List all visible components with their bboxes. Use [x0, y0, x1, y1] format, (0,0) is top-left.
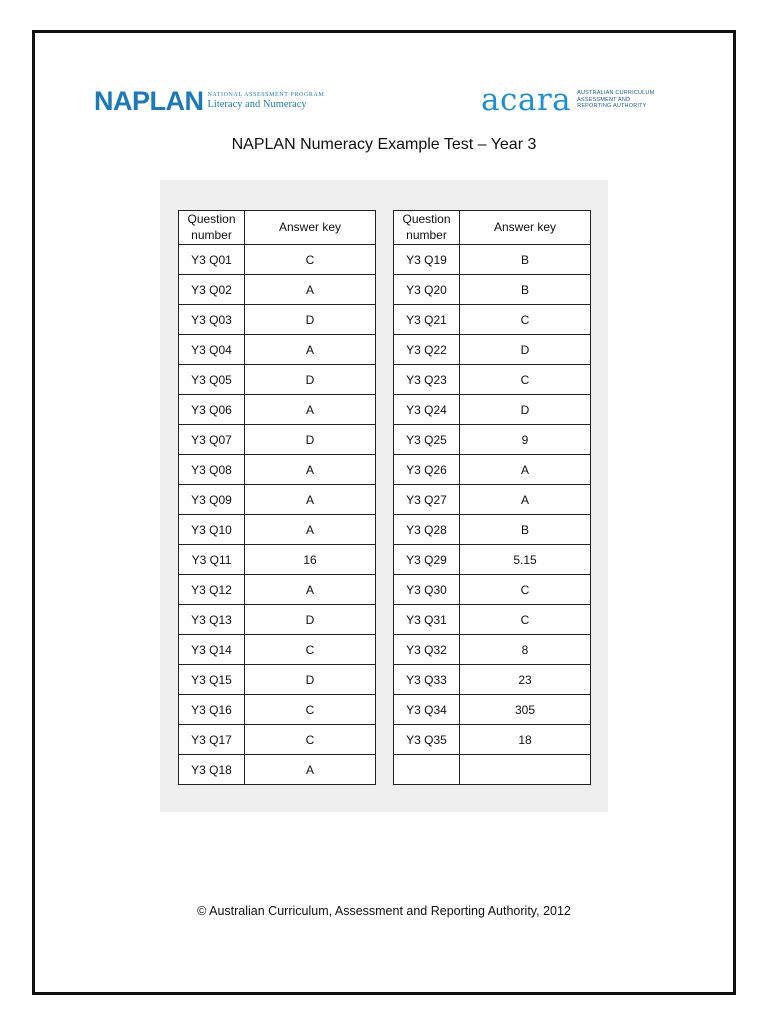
table-header-row — [179, 211, 376, 245]
table-row — [394, 365, 591, 395]
question-number-cell: Y3 Q27 — [394, 485, 460, 515]
answer-key-cell: 16 — [245, 545, 376, 575]
acara-logo-line2: ASSESSMENT AND — [577, 96, 631, 103]
table-row — [179, 665, 376, 695]
table-row — [394, 515, 591, 545]
question-number-header — [394, 211, 460, 245]
question-number-cell: Y3 Q24 — [394, 395, 460, 425]
question-number-cell — [394, 755, 460, 785]
question-number-cell: Y3 Q20 — [394, 275, 460, 305]
document-title: NAPLAN Numeracy Example Test – Year 3 — [231, 136, 537, 153]
answer-key-cell: D — [460, 395, 591, 425]
question-number-cell: Y3 Q33 — [394, 665, 460, 695]
answer-key-cell: A — [245, 485, 376, 515]
table-row — [179, 695, 376, 725]
question-number-cell: Y3 Q01 — [179, 245, 245, 275]
table-row — [394, 335, 591, 365]
question-number-cell: Y3 Q25 — [394, 425, 460, 455]
answer-key-cell: D — [460, 335, 591, 365]
naplan-logo — [94, 86, 324, 116]
table-row — [394, 725, 591, 755]
answer-key-cell: A — [245, 515, 376, 545]
answer-key-cell: D — [245, 425, 376, 455]
table-row — [179, 755, 376, 785]
question-number-cell: Y3 Q11 — [179, 545, 245, 575]
question-number-cell: Y3 Q34 — [394, 695, 460, 725]
question-number-cell: Y3 Q28 — [394, 515, 460, 545]
answer-key-cell: D — [245, 365, 376, 395]
question-number-cell: Y3 Q19 — [394, 245, 460, 275]
table-row — [394, 305, 591, 335]
acara-logo-line1: AUSTRALIAN CURRICULUM — [577, 89, 655, 96]
answer-key-cell: 9 — [460, 425, 591, 455]
answer-key-cell: 8 — [460, 635, 591, 665]
table-row — [179, 455, 376, 485]
answer-key-cell: A — [245, 755, 376, 785]
answer-key-cell: C — [460, 575, 591, 605]
table-row — [179, 395, 376, 425]
naplan-logo-line2: Literacy and Numeracy — [207, 98, 307, 110]
acara-logo-line3: REPORTING AUTHORITY — [577, 103, 647, 110]
table-row — [179, 245, 376, 275]
answer-key-cell: D — [245, 665, 376, 695]
answer-key-cell: C — [245, 725, 376, 755]
naplan-logo-subtitle — [208, 92, 325, 111]
answer-key-cell: B — [460, 245, 591, 275]
answer-key-cell: A — [460, 455, 591, 485]
answer-key-cell: C — [245, 695, 376, 725]
table-row — [179, 575, 376, 605]
table-row — [394, 485, 591, 515]
question-number-cell: Y3 Q31 — [394, 605, 460, 635]
answer-key-cell: B — [460, 515, 591, 545]
question-number-cell: Y3 Q03 — [179, 305, 245, 335]
question-number-cell: Y3 Q32 — [394, 635, 460, 665]
question-number-cell: Y3 Q14 — [179, 635, 245, 665]
table-header-row — [394, 211, 591, 245]
question-number-cell: Y3 Q12 — [179, 575, 245, 605]
answer-key-cell: 18 — [460, 725, 591, 755]
answer-key-cell: A — [245, 575, 376, 605]
question-number-cell: Y3 Q21 — [394, 305, 460, 335]
question-number-cell: Y3 Q17 — [179, 725, 245, 755]
naplan-logo-line1: NATIONAL ASSESSMENT PROGRAM — [207, 91, 325, 98]
table-row — [394, 605, 591, 635]
question-number-cell: Y3 Q18 — [179, 755, 245, 785]
answer-key-cell: D — [245, 305, 376, 335]
answer-key-cell: D — [245, 605, 376, 635]
question-number-cell: Y3 Q09 — [179, 485, 245, 515]
question-header-line2: number — [406, 227, 447, 242]
copyright-notice: © Australian Curriculum, Assessment and Reporting Authority, 2012 — [197, 904, 571, 918]
question-number-cell: Y3 Q16 — [179, 695, 245, 725]
answer-key-table-right — [393, 210, 591, 785]
answer-key-cell: C — [460, 605, 591, 635]
answer-key-cell: C — [460, 305, 591, 335]
answer-key-cell: A — [460, 485, 591, 515]
table-row — [394, 665, 591, 695]
table-row — [394, 425, 591, 455]
question-header-line1: Question — [187, 211, 236, 226]
table-row — [179, 335, 376, 365]
table-row — [394, 575, 591, 605]
question-number-cell: Y3 Q13 — [179, 605, 245, 635]
table-row — [179, 545, 376, 575]
question-number-cell: Y3 Q10 — [179, 515, 245, 545]
question-number-cell: Y3 Q08 — [179, 455, 245, 485]
table-row — [394, 455, 591, 485]
question-number-cell: Y3 Q26 — [394, 455, 460, 485]
answer-key-cell: C — [245, 635, 376, 665]
table-row — [179, 365, 376, 395]
table-row — [179, 305, 376, 335]
table-row — [179, 725, 376, 755]
answer-key-cell: A — [245, 275, 376, 305]
table-row — [394, 755, 591, 785]
question-number-cell: Y3 Q29 — [394, 545, 460, 575]
acara-logo — [481, 81, 655, 118]
table-row — [179, 425, 376, 455]
answer-key-header: Answer key — [460, 211, 591, 245]
question-number-header — [179, 211, 245, 245]
naplan-logo-wordmark: NAPLAN — [94, 85, 204, 116]
table-row — [394, 695, 591, 725]
answer-key-cell: A — [245, 395, 376, 425]
question-number-cell: Y3 Q07 — [179, 425, 245, 455]
table-row — [179, 515, 376, 545]
answer-key-cell: A — [245, 335, 376, 365]
table-row — [179, 275, 376, 305]
table-row — [179, 635, 376, 665]
question-number-cell: Y3 Q05 — [179, 365, 245, 395]
question-number-cell: Y3 Q06 — [179, 395, 245, 425]
question-number-cell: Y3 Q15 — [179, 665, 245, 695]
answer-key-cell: 5.15 — [460, 545, 591, 575]
question-number-cell: Y3 Q04 — [179, 335, 245, 365]
question-header-line2: number — [191, 227, 232, 242]
acara-logo-subtitle — [577, 90, 654, 111]
answer-key-cell: 305 — [460, 695, 591, 725]
question-header-line1: Question — [402, 211, 451, 226]
question-number-cell: Y3 Q22 — [394, 335, 460, 365]
question-number-cell: Y3 Q30 — [394, 575, 460, 605]
table-row — [394, 275, 591, 305]
table-row — [394, 245, 591, 275]
answer-key-cell: A — [245, 455, 376, 485]
table-row — [394, 395, 591, 425]
table-row — [394, 635, 591, 665]
answer-key-cell: C — [460, 365, 591, 395]
table-row — [394, 545, 591, 575]
answer-key-cell: C — [245, 245, 376, 275]
table-row — [179, 485, 376, 515]
answer-key-cell: 23 — [460, 665, 591, 695]
question-number-cell: Y3 Q35 — [394, 725, 460, 755]
answer-key-table-left — [178, 210, 376, 785]
question-number-cell: Y3 Q23 — [394, 365, 460, 395]
answer-key-cell: B — [460, 275, 591, 305]
answer-key-header: Answer key — [245, 211, 376, 245]
table-row — [179, 605, 376, 635]
acara-logo-wordmark: acara — [481, 81, 572, 118]
answer-key-cell — [460, 755, 591, 785]
question-number-cell: Y3 Q02 — [179, 275, 245, 305]
